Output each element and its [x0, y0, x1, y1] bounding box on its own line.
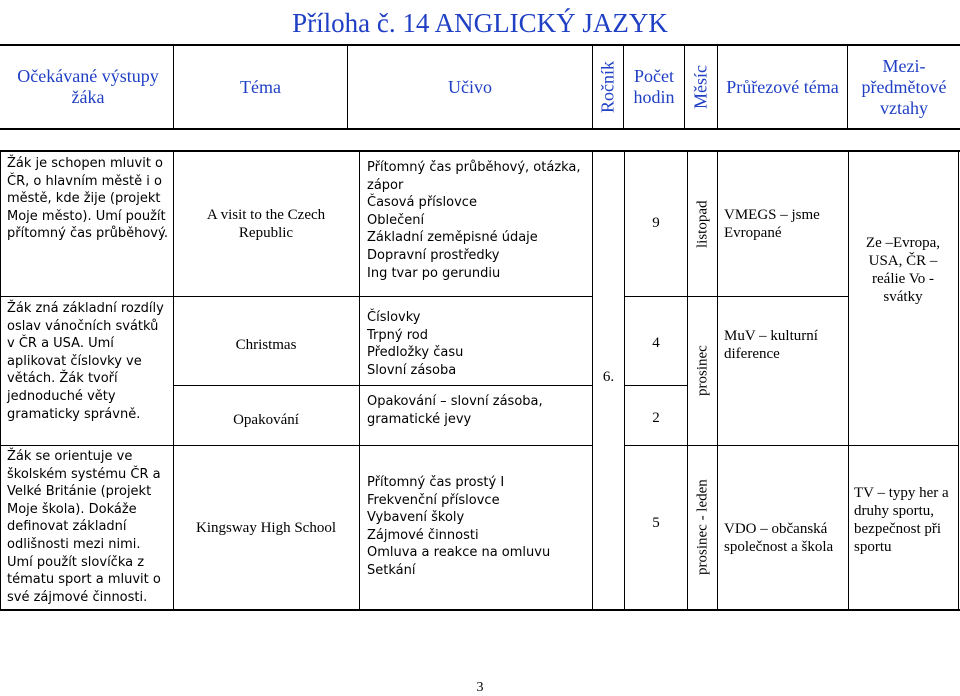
curriculum-item: Zájmové činnosti [367, 527, 479, 543]
cross-topic-1: VMEGS – jsme Evropané [724, 207, 820, 241]
header-bottom-border [0, 128, 960, 130]
curriculum-block-3 [367, 393, 589, 428]
curriculum-block-2 [367, 309, 589, 379]
topic-4: Kingsway High School [196, 520, 336, 536]
curriculum-item: Opakování – slovní zásoba, gramatické jevy [367, 394, 543, 427]
hours-1: 9 [652, 215, 660, 231]
hours-3: 2 [652, 410, 660, 426]
outcome-3: Žák se orientuje ve školském systému ČR a Velké Británie (projekt Moje škola). Dokáže definovat základní odlišnosti mezi nimi. Umí použít slovíčka z tématu sport a mluvit o své zájmové činnosti. [7, 449, 161, 605]
row-divider-3c [624, 445, 959, 446]
header-rocnik: Ročník [597, 61, 618, 113]
cross-topic-2: MuV – kulturní diference [724, 328, 818, 362]
row-divider-1c [624, 296, 848, 297]
header-prurezove: Průřezové téma [726, 76, 839, 97]
curriculum-block-4 [367, 474, 589, 580]
curriculum-item: Předložky času [367, 345, 464, 361]
curriculum-item: Setkání [367, 562, 416, 578]
row-divider-1a [0, 296, 173, 297]
col-divider-2 [359, 150, 360, 611]
month-1: listopad [694, 200, 711, 248]
interdisciplinary-1: Ze –Evropa, USA, ČR – reálie Vo - svátky [865, 235, 941, 305]
col-divider-1 [173, 150, 174, 611]
curriculum-item: Přítomný čas průběhový, otázka, zápor [367, 160, 581, 193]
curriculum-item: Číslovky [367, 310, 421, 325]
curriculum-item: Dopravní prostředky [367, 247, 500, 263]
curriculum-item: Přítomný čas prostý I [367, 475, 505, 490]
header-tema: Téma [240, 76, 281, 97]
header-mesic: Měsíc [690, 65, 711, 109]
row-divider-3a [0, 445, 173, 446]
month-2: prosinec [694, 345, 711, 397]
curriculum-item: Frekvenční příslovce [367, 492, 500, 508]
topic-1: A visit to the Czech Republic [206, 207, 326, 241]
month-3: prosinec - leden [694, 479, 711, 576]
page-number: 3 [476, 680, 484, 695]
outcome-2: Žák zná základní rozdíly oslav vánočních svátků v ČR a USA. Umí aplikovat číslovky ve větách. Žák tvoří jednoduché věty gramaticky správně. [7, 301, 164, 422]
curriculum-item: Trpný rod [367, 327, 428, 343]
row-divider-3b [173, 445, 592, 446]
header-mezipredmetove: Mezi-předmětové vztahy [861, 55, 947, 118]
col-divider-7 [848, 150, 849, 611]
document-title: Příloha č. 14 ANGLICKÝ JAZYK [292, 8, 668, 38]
hours-4: 5 [652, 515, 660, 531]
topic-3: Opakování [233, 412, 299, 428]
curriculum-item: Oblečení [367, 212, 425, 228]
table-right-border [958, 150, 959, 611]
curriculum-item: Časová příslovce [367, 195, 477, 211]
header-ucivo: Učivo [448, 76, 492, 97]
cross-topic-3: VDO – občanská společnost a škola [724, 521, 834, 555]
table-bottom-border [0, 609, 960, 611]
row-divider-1b [173, 296, 592, 297]
grade: 6. [602, 369, 615, 385]
row-divider-2 [173, 385, 592, 386]
table-left-border [0, 150, 1, 611]
curriculum-item: Ing tvar po gerundiu [367, 265, 501, 281]
curriculum-item: Omluva a reakce na omluvu [367, 545, 551, 561]
curriculum-item: Základní zeměpisné údaje [367, 230, 538, 246]
curriculum-block-1 [367, 159, 589, 282]
curriculum-item: Slovní zásoba [367, 362, 457, 378]
topic-2: Christmas [235, 337, 297, 353]
curriculum-item: Vybavení školy [367, 510, 465, 526]
hours-2: 4 [652, 335, 660, 351]
outcome-1: Žák je schopen mluvit o ČR, o hlavním městě i o městě, kde žije (projekt Moje město). Umí použít přítomný čas průběhový. [7, 156, 168, 242]
table-top-border [0, 150, 960, 152]
col-divider-6 [717, 150, 718, 611]
interdisciplinary-2: TV – typy her a druhy sportu, bezpečnost při sportu [854, 485, 949, 555]
header-vystupy: Očekávané výstupy žáka [17, 66, 159, 107]
header-hodin: Počet hodin [633, 66, 675, 107]
row-divider-2b [624, 385, 687, 386]
